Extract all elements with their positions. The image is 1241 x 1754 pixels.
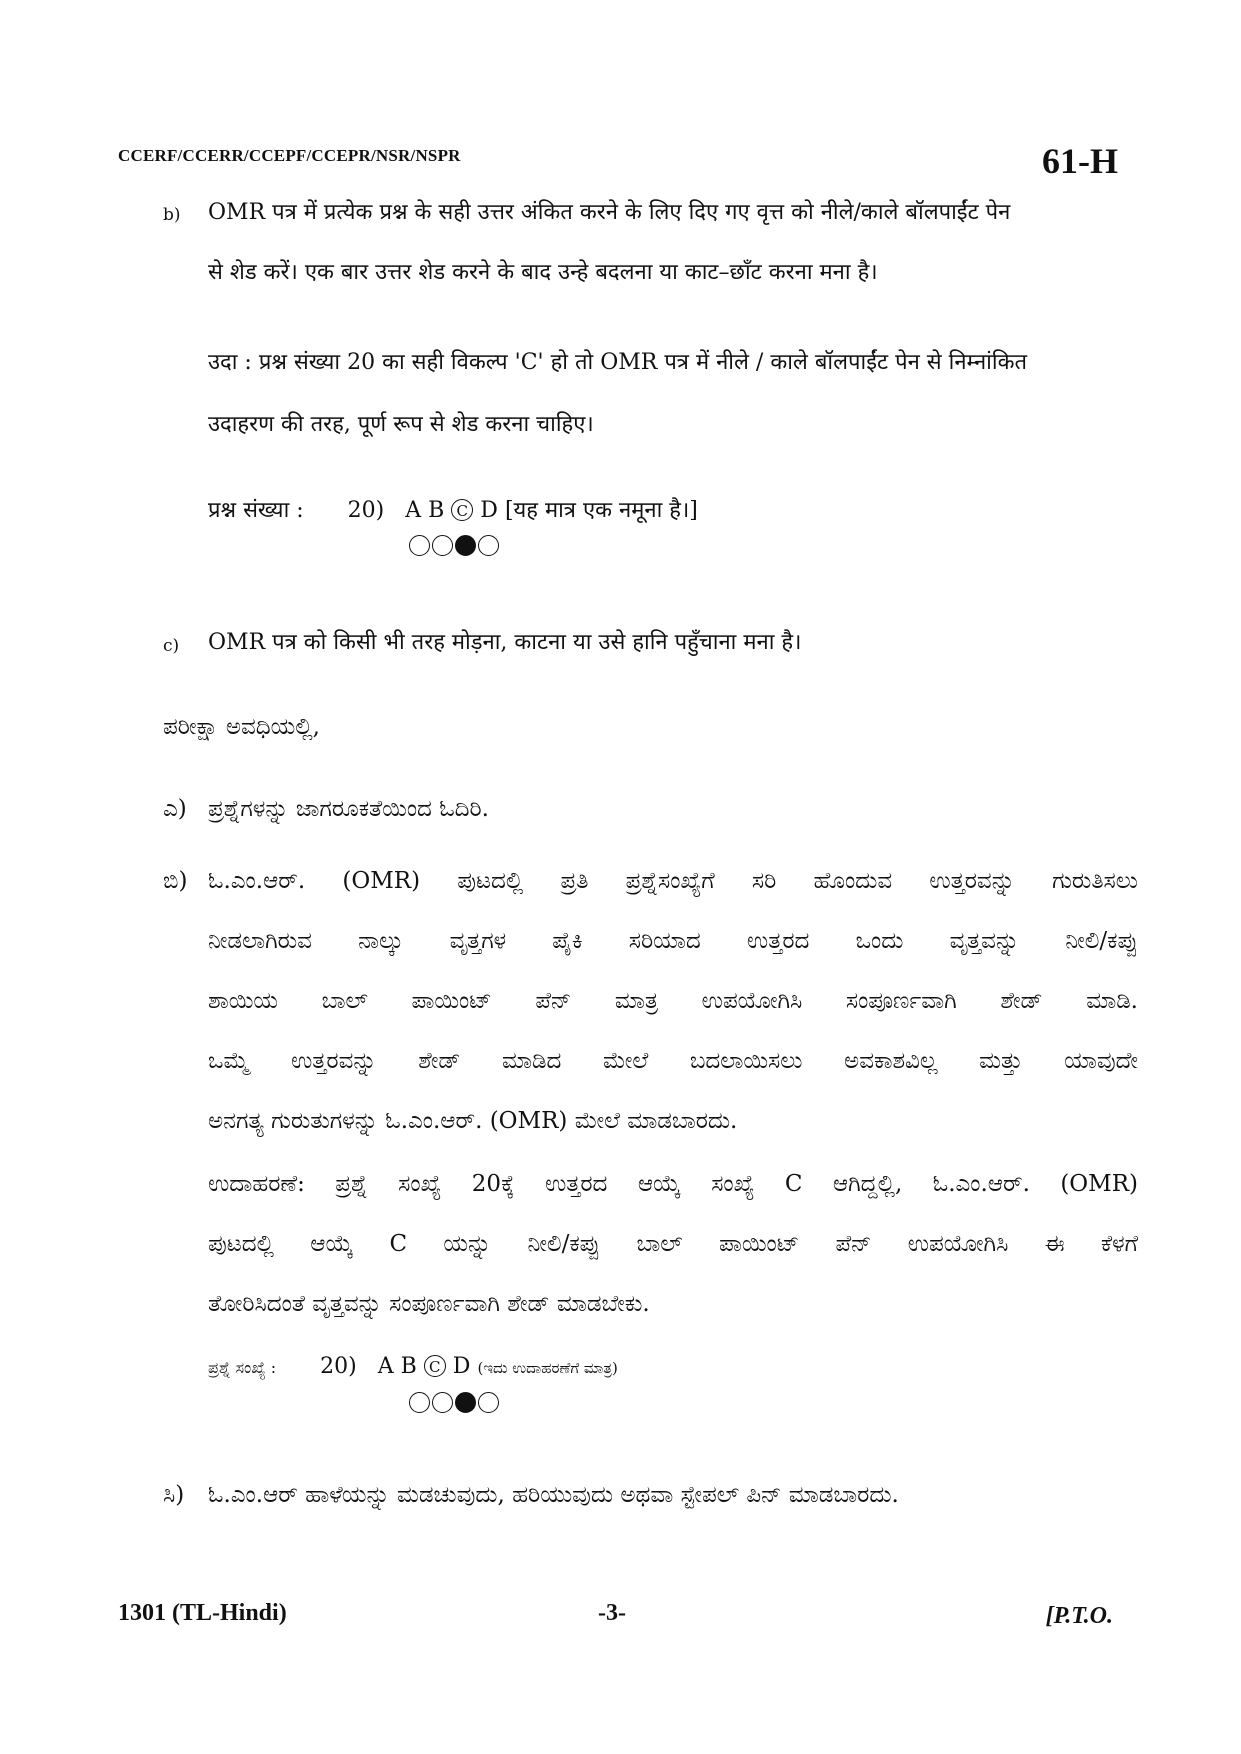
hindi-item-c-text: OMR पत्र को किसी भी तरह मोड़ना, काटना या उसे हानि पहुँचाना मना है।: [208, 630, 802, 655]
kannada-sample-opt-b: B: [400, 1354, 417, 1379]
hindi-item-c-marker: c): [163, 636, 180, 656]
bubble-c-filled: [455, 1392, 476, 1413]
bubble-a: [409, 1392, 430, 1413]
kannada-sample-row: [208, 1354, 618, 1379]
kannada-item-a-text: ಪ್ರಶ್ನೆಗಳನ್ನು ಜಾಗರೂಕತೆಯಿಂದ ಓದಿರಿ.: [208, 796, 489, 822]
kannada-example-line1: ಉದಾಹರಣೆ: ಪ್ರಶ್ನೆ ಸಂಖ್ಯೆ 20ಕ್ಕೆ ಉತ್ತರದ ಆಯ್ಕೆ ಸಂಖ್ಯೆ C ಆಗಿದ್ದಲ್ಲಿ, ಓ.ಎಂ.ಆರ್. (OMR): [208, 1171, 1138, 1197]
footer-pto: [P.T.O.: [1045, 1603, 1113, 1629]
kannada-item-b-line1: ಓ.ಎಂ.ಆರ್. (OMR) ಪುಟದಲ್ಲಿ ಪ್ರತಿ ಪ್ರಶ್ನೆಸಂಖ್ಯೆಗೆ ಸರಿ ಹೊಂದುವ ಉತ್ತರವನ್ನು ಗುರುತಿಸಲು: [208, 868, 1138, 894]
kannada-sample-opt-d: D: [452, 1354, 471, 1379]
kannada-item-b-line3: ಶಾಯಿಯ ಬಾಲ್ ಪಾಯಿಂಟ್ ಪೆನ್ ಮಾತ್ರ ಉಪಯೋಗಿಸಿ ಸಂಪೂರ್ಣವಾಗಿ ಶೇಡ್ ಮಾಡಿ.: [208, 988, 1138, 1014]
hindi-sample-qno: 20): [347, 498, 385, 523]
kannada-sample-opt-a: A: [377, 1354, 394, 1379]
kannada-item-b-line5: ಅನಗತ್ಯ ಗುರುತುಗಳನ್ನು ಓ.ಎಂ.ಆರ್. (OMR) ಮೇಲೆ ಮಾಡಬಾರದು.: [208, 1108, 738, 1134]
kannada-sample-note: (ಇದು ಉದಾಹರಣೆಗೆ ಮಾತ್ರ): [477, 1359, 618, 1377]
kannada-sample-bubbles: [409, 1392, 499, 1413]
kannada-item-b-line2: ನೀಡಲಾಗಿರುವ ನಾಲ್ಕು ವೃತ್ತಗಳ ಪೈಕಿ ಸರಿಯಾದ ಉತ್ತರದ ಒಂದು ವೃತ್ತವನ್ನು ನೀಲಿ/ಕಪ್ಪು: [208, 928, 1138, 954]
kannada-heading: ಪರೀಕ್ಷಾ ಅವಧಿಯಲ್ಲಿ,: [163, 714, 320, 740]
kannada-item-a-marker: ಎ): [163, 796, 187, 822]
hindi-item-b-line2: से शेड करें। एक बार उत्तर शेड करने के बाद उन्हे बदलना या काट–छाँट करना मना है।: [208, 260, 878, 285]
kannada-sample-label: ಪ್ರಶ್ನೆ ಸಂಖ್ಯೆ :: [208, 1358, 277, 1377]
hindi-sample-opt-a: A: [405, 498, 422, 523]
hindi-example-line1: उदा : प्रश्न संख्या 20 का सही विकल्प 'C' हो तो OMR पत्र में नीले / काले बॉलपाईंट पेन से निम्नांकित: [208, 350, 1028, 375]
bubble-d: [478, 535, 499, 556]
kannada-item-b-marker: ಬಿ): [163, 868, 188, 894]
bubble-d: [478, 1392, 499, 1413]
hindi-sample-row: [208, 494, 698, 524]
bubble-b: [432, 535, 453, 556]
kannada-example-line3: ತೋರಿಸಿದಂತೆ ವೃತ್ತವನ್ನು ಸಂಪೂರ್ಣವಾಗಿ ಶೇಡ್ ಮಾಡಬೇಕು.: [208, 1291, 650, 1317]
hindi-example-line2: उदाहरण की तरह, पूर्ण रूप से शेड करना चाहिए।: [208, 412, 594, 437]
footer-page-number: -3-: [598, 1600, 626, 1626]
kannada-sample-qno: 20): [320, 1354, 357, 1379]
hindi-sample-opt-b: B: [428, 498, 445, 523]
hindi-sample-opt-d: D: [480, 498, 498, 523]
bubble-b: [432, 1392, 453, 1413]
kannada-item-c-marker: ಸಿ): [163, 1482, 185, 1508]
bubble-c-filled: [455, 535, 476, 556]
hindi-item-b-marker: b): [163, 205, 181, 225]
bubble-a: [409, 535, 430, 556]
kannada-sample-opt-c: C: [424, 1355, 446, 1377]
kannada-item-c-text: ಓ.ಎಂ.ಆರ್ ಹಾಳೆಯನ್ನು ಮಡಚುವುದು, ಹರಿಯುವುದು ಅಥವಾ ಸ್ಟೇಪಲ್ ಪಿನ್ ಮಾಡಬಾರದು.: [208, 1482, 899, 1508]
paper-codes: CCERF/CCERR/CCEPF/CCEPR/NSR/NSPR: [118, 146, 461, 165]
kannada-item-b-line4: ಒಮ್ಮೆ ಉತ್ತರವನ್ನು ಶೇಡ್ ಮಾಡಿದ ಮೇಲೆ ಬದಲಾಯಿಸಲು ಅವಕಾಶವಿಲ್ಲ ಮತ್ತು ಯಾವುದೇ: [208, 1048, 1138, 1074]
kannada-example-line2: ಪುಟದಲ್ಲಿ ಆಯ್ಕೆ C ಯನ್ನು ನೀಲಿ/ಕಪ್ಪು ಬಾಲ್ ಪಾಯಿಂಟ್ ಪೆನ್ ಉಪಯೋಗಿಸಿ ಈ ಕೆಳಗೆ: [208, 1231, 1138, 1257]
hindi-sample-bubbles: [409, 535, 499, 556]
hindi-item-b-line1: OMR पत्र में प्रत्येक प्रश्न के सही उत्तर अंकित करने के लिए दिए गए वृत्त को नीले/काले बॉलपाईंट पेन: [208, 200, 1011, 225]
footer-paper-code: 1301 (TL-Hindi): [118, 1600, 287, 1626]
booklet-code: 61-H: [1042, 141, 1118, 181]
hindi-sample-opt-c: C: [451, 499, 473, 521]
hindi-sample-label: प्रश्न संख्या :: [208, 498, 304, 523]
hindi-sample-note: [यह मात्र एक नमूना है।]: [504, 498, 698, 523]
